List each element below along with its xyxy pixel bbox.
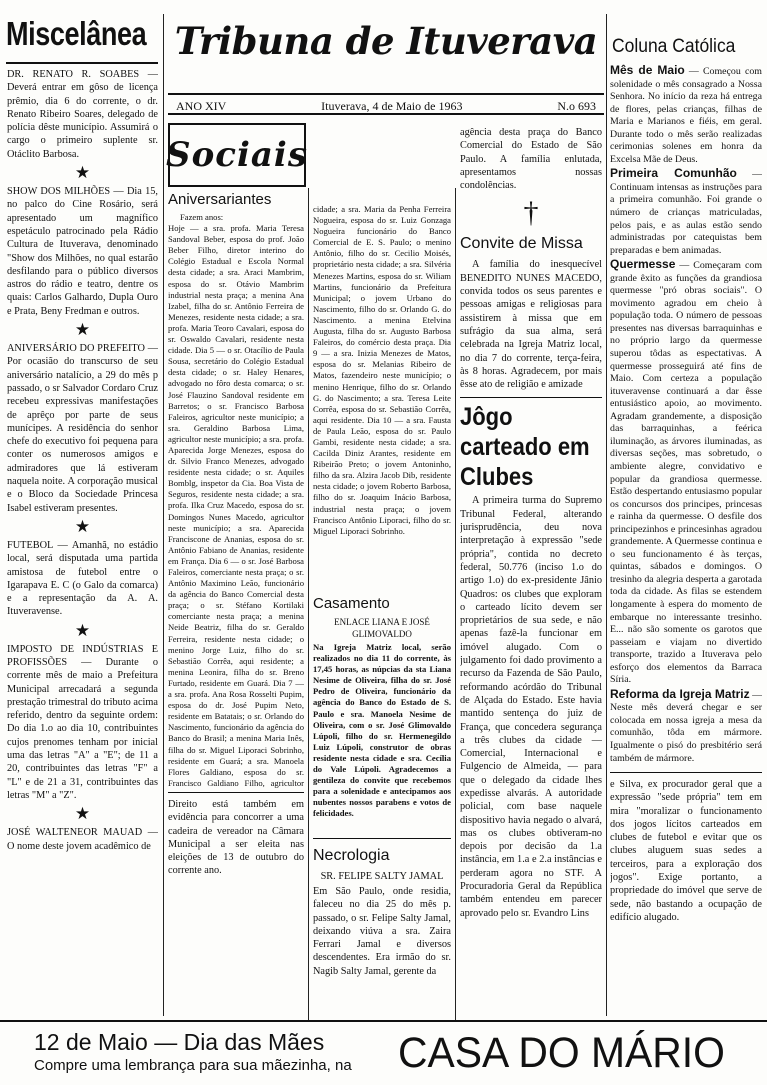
banner-headline: 12 de Maio — Dia das Mães (34, 1029, 325, 1055)
aniversariantes-intro: Fazem anos: (180, 212, 224, 222)
issue-date: Ituverava, 4 de Maio de 1963 (321, 99, 463, 113)
aniversariantes-column (168, 188, 304, 788)
convite-heading: Convite de Missa (460, 235, 583, 253)
newspaper-title: Tribuna de Ituverava (174, 19, 598, 63)
aniversariantes-text: Hoje — a sra. profa. Maria Teresa Sandoval Beber, esposa do prof. João Beber Filho, diretor interino do Colégio Estadual e Escola Normal desta cidade; a sra. Araci Mambrim, esposa do sr. Otávio Mambrim industrial nesta praça; a menina Ana Izabel, filha do sr. Antônio Ferreira de Menezes, residente nesta cidade; a sra. profa. Maria Teoro Cavalari, esposa do sr. Oswaldo Cavalari, residente nesta cidade. Dia 5 — o sr. Otacílio de Paula Sousa, secretário do Colégio Estadual desta cidade; o sr. Haley Henares, advogado no fôro desta comarca; o sr. José Flauzino Sandoval residente em Barretos; o sr. Francisco Barbosa Faleiros, agricultor neste município; a sra. Geraldino Barbosa Lima, agricultor neste município; a sra. profa. Aparecida Jorge Menezes, esposa do dr. Silvio Franco Menezes, advogado residente nesta cidade; o sr. Aquiles Bomblg, inspetor da Cia. Boa Vista de Seguros, residente nesta cidade; a sra. profa. Ilka Cruz Macedo, esposa do sr. Domingos Nunes Macedo, agricultor neste município; a sra. Aparecida Franciscone de Ananias, esposa do sr. Antônio Fabiano de Ananias, residente em França. Dia 6 — o sr. José Barbosa Faleiros, comerciante nesta praça; o sr. Antônio Maximino Leão, funcionário da agência do Banco Comercial desta praça; o sr. Stéfano Kortilaki comerciante nesta praça; a menina Neide Beatriz, filha do sr. Geraldo Ferreira, residente nesta cidade; o menino Jorge Luiz, filho do sr. Sebastião Corrêa, aqui residente; a menina Leonira, filha do sr. Breno Furtado, residente em Guará. Dia 7 — a sra. profa. Ana Rosa Rosselti Pupim, esposa do dr. José Pupim Neto, residente em Batatais; o sr. Orlando do Nascimento, funcionário da agência do Banco do Brasil; a menina Maria Inês, filha do sr. Miguel Liporaci Sobrinho, residente em Guará; a sra. Manoela Flores Galdiano, esposa do sr. Francisco Galdiano Filho, agricultor (168, 223, 304, 788)
direito-column (168, 798, 304, 1020)
jogo-heading: Jôgo carteado em Clubes (460, 403, 590, 492)
casamento-text: Na Igreja Matriz local, serão realizados no dia 11 do corrente, às 17,45 horas, as núpcias da sta Liana Nesime de Oliveira, filha do sr. José Pedro de Oliveira, funcionário da agência do Banco do Estado de S. Paulo e sra. Manoela Nesime de Oliveira, com o sr. José Glimovaldo Lúpoli, filho do sr. Hermenegildo Luiz Lúpoli, construtor de obras residente nesta cidade e sra. Cecília do Vale Lúpoli. Agradecemos a gentileza do convite que recebemos para a solenidade e antecipamos aos nubentes nossos parabens e votos de felicidades. (313, 642, 451, 819)
section-rule (610, 772, 762, 773)
star-divider: ★ (74, 804, 91, 824)
section-rule (168, 792, 304, 793)
dateline (168, 93, 604, 115)
sociais-title-box (168, 123, 306, 187)
column-rule (606, 14, 607, 1016)
sociais-title: Sociais (166, 135, 308, 175)
middle-right-column (460, 126, 602, 1022)
misc-item: SHOW DOS MILHÕES — Dia 15, no palco do Cine Rosário, será apresentado um magnífico espetáculo patrocinado pela Rádio Cultura de Ituverava, denominado "Show dos Milhões, no qual estarão desfilando para o público diversos astros do rádio e teatro, dentre os quais: Carlos Galhardo, Dupla Ouro e Prata, Beny Fredman e outros. (7, 186, 158, 317)
coluna-item (610, 688, 762, 764)
star-divider: ★ (74, 163, 91, 183)
coluna-item-text: — Neste mês deverá chegar e ser colocada em nossa igreja a mesa da comunhão, tôda em mármore. Igualmente o pisó do presbitério será também de mármore. (610, 689, 762, 764)
star-divider: ★ (74, 516, 91, 536)
column-rule (308, 188, 309, 1022)
jogo-text: A primeira turma do Supremo Tribunal Federal, alterando jurisprudência, deu nova interpretação à expressão "sede própria", contida no decreto federal, 50.776 (inciso 1.o do artigo 1.o) do ex-presidente Jânio Quadros: os clubes que exploram o carteado lícito devem ser proprietários de sua sede, e não apenas fazê-la funcionar em imóvel alugado. Com o julgamento foi dado provimento a recurso da Fazenda de São Paulo, reformando acórdão do Tribunal de Alçada do Estado. Este havia mantido sentença do juiz de França, que concedera segurança a três clubes da cidade — Comercial, Internacional e Fulgencio de Almeida, — para que o delegado da cidade lhes expedisse alvarás. A autoridade policial, com base naquele dispositivo havia negado o alvará, mas os clubes obtiveram-no depois por decisão da 1.a instância, em 1.a e 2.a instâncias e perderam agora no STF. A Procuradoria Geral da República também entendeu em parecer aprovado pelo sr. Evandro Lins (460, 495, 602, 919)
miscelanea-heading: Miscelânea (6, 15, 147, 52)
misc-item: DR. RENATO R. SOABES — Deverá entrar em gôso de licença prêmio, dia 6 do corrente, o dr. Renato Ribeiro Soares, delegado de polícia dêste município. Assumirá o cargo o primeiro suplente sr. Otáclito Barbosa. (7, 69, 158, 160)
column-rule (455, 188, 456, 1022)
misc-item: ANIVERSÁRIO DO PREFEITO — Por ocasião do transcurso de seu aniversário natalício, a 29 do mês p passado, o sr Salvador Cordaro Cruz recebeu expressivas manifestações de aprêço por parte de seus munícipes. A residência do senhor chefe do executivo foi pequena para conter os numerosos amigos e admiradores que lá estiveram naquela noite. A corporação musical e o Bloco da Sociedade Princesa Isabel estiveram presentes. (7, 343, 158, 514)
direito-text: Direito está também em evidência para concorrer a uma cadeira de vereador na Câmara Municipal a ser eleita nas eleições de 13 de outubro do corrente ano. (168, 799, 304, 877)
coluna-item-text: — Começaram com grande êxito as funções da grandiosa quermesse "pró obras sociais". O movimento agradou em cheio à população toda. O número de pessoas presentes nas diversas barraquinhas e no próprio largo da quermesse superou tôdas as espectativas. A quermesse prosseguirá até fins de Maio. Com certeza a população ituveravense continuará a dar êsse entusiástico apoio, ao movimento. Agradam grandemente, a disposição das barraquinhas, a feérica iluminação, as árvores iluminadas, as diversas seções, mas sobretudo, o ambiente alegre, convidativo e popular da grandiosa quermesse. Estão despertando entusiasmo popular os concursos dos principes, princesas e rainha da quermesse. O desfile dos principezinhos e princesinhas agradou grandemente. A Quermesse continua e o seu funcionamento é às terças, quintas, sábados e domingos. O tresinho da alegria desperta a garotada toda da cidade. As filas se estendem longamente à espera do momento de embarque no interessante tresinho. E... não são somente os garotos que passeiam e viajam no divertido transporte, trazido a Ituverava pelo esforço dos elementos da Barraca Síria. (610, 260, 762, 686)
column-rule (163, 14, 164, 1016)
necrologia-heading: Necrologia (313, 847, 390, 864)
sociais-continuation (313, 204, 451, 590)
banner-store-name: CASA DO MÁRIO (398, 1029, 725, 1077)
coluna-catolica-heading: Coluna Católica (612, 36, 736, 57)
issue-year: ANO XIV (176, 99, 227, 113)
aniversariantes-heading: Aniversariantes (168, 191, 272, 208)
necrologia-title: SR. FELIPE SALTY JAMAL (320, 871, 444, 882)
heading-underline (6, 62, 158, 64)
coluna-item (610, 167, 762, 257)
miscelanea-column (7, 68, 158, 1018)
aniversariantes-continued: cidade; a sra. Maria da Penha Ferreira Nogueira, esposa do sr. Luiz Gonzaga Nogueira funcionário do Banco Comercial de E. S. Paulo; o menino Antônio, filho do sr. Cecilio Moisés, proprietário nesta cidade; a sra. Silvéria Menezes Martins, esposa do sr. Wiliam Martins, funcionário da Prefeitura Municipal; o jovem Urbano do Nascimento, filho do sr. Orlando G. do Nascimento. a menina Etelvina Augusta, filha do sr. Augusto Barbosa Faleiros, do comércio desta praça. Dia 9 — a sra. Inizia Menezes de Matos, esposa do sr. Melanias Ribeiro de Matos, fazendeiro neste município; o menino Henrique, filho do sr. Orlando G. do Nascimento; a sra. Teresa Leite Corrêa, esposa do sr. Sebastião Corrêa, aqui residente. Dia 10 — a sra. Fausta de Paula Leão, esposa do sr. Paulo Gambi, residente nesta cidade; a sra. Cacilda Diniz Arantes, residente em Ribeirão Preto; o jovem Antoninho, filho da sra. Alzira Jacob Dib, residente nesta cidade; o jovem Roberto Barbosa, filho do sr. Joaquim Inácio Barbosa, industrial nesta praça; o jovem Francisco Antônio Liporaci, filho do sr. Miguel Liporaci Sobrinho. (313, 204, 451, 536)
casamento-heading: Casamento (313, 595, 390, 612)
necrologia-section (313, 842, 451, 1020)
section-rule (460, 397, 602, 398)
misc-item: JOSÉ WALTENEOR MAUAD — O nome deste jovem acadêmico de (7, 827, 158, 852)
cross-icon: † (523, 196, 539, 230)
coluna-catolica-column (610, 64, 762, 764)
coluna-item-title: Reforma da Igreja Matriz (610, 686, 750, 701)
coluna-item-title: Primeira Comunhão (610, 166, 737, 181)
coluna-item (610, 64, 762, 166)
coluna-item-text: — Continuam intensas as instruções para a primeira comunhão. Foi grande o número de crianças matriculadas, pelos pais, e as aulas estão sendo administradas por catequistas bem preparadas e bem animadas. (610, 169, 762, 256)
necrologia-text: Em São Paulo, onde residia, faleceu no dia 25 do mês p. passado, o sr. Felipe Salty Jamal, deixando viúva a sra. Zaira Ferrari Jamal e diversos descendentes. Era irmão do sr. Nagib Salty Jamal, gerente da (313, 886, 451, 977)
misc-item: IMPOSTO DE INDÚSTRIAS E PROFISSÕES — Durante o corrente mês de maio a Prefeitura Municipal arrecadará a segunda prestação trimestral do tributo acima referido, dentro da seguinte ordem: Do dia 1.o ao dia 10, contribuintes cujos prenomes tenham por inicial uma das letras "A" a "E"; de 11 a 20, contribuintes das letras "F" a "L" e de 21 a 31, contribuintes das letras "M" a "Z". (7, 643, 158, 801)
issue-number: N.o 693 (557, 99, 596, 113)
banner-subline: Compre uma lembrança para sua mãezinha, na (34, 1057, 352, 1074)
jogo-continuation (610, 778, 762, 1018)
coluna-item (610, 258, 762, 687)
casamento-section (313, 592, 451, 837)
coluna-item-text: — Começou com solenidade o mês consagrado a Nossa Senhora. No início da reza há entrega de flores, pelas crianças, filhas de Maria e Marianos e fiéis, em geral. Durante todo o mês serão realizadas cerimonias solenes em honra da Excelsa Mãe de Deus. (610, 66, 762, 165)
jogo-continued-text: e Silva, ex procurador geral que a expressão "sede própria" tem em mira "moralizar o funcionamento dos jogos lícitos carteados em clubes de futebol e evitar que os clubes aluguem suas sedes a terceiros, para a exploração dos jogos". Exige portanto, a propriedade do imóvel que serve de sede, não bastando a ocupação de edifício alugado. (610, 779, 762, 923)
agencia-text: agência desta praça do Banco Comercial do Estado de São Paulo. A família enlutada, apresentamos nossas condolências. (460, 127, 602, 192)
coluna-item-title: Quermesse (610, 257, 676, 272)
misc-item: FUTEBOL — Amanhã, no estádio local, será disputada uma partida amistosa de futebol entre o Igarapava E. C (o Galo da comarca) e a representação da A. A. Ituveravense. (7, 539, 158, 618)
star-divider: ★ (74, 320, 91, 340)
star-divider: ★ (74, 620, 91, 640)
convite-text: A família do inesquecível BENEDITO NUNES MACEDO, convida todos os seus parentes e pessoas amigas e religiosas para assistirem à missa que em sufrágio da sua alma, será celebrada na Igreja Matriz local, no dia 7 do corrente, terça-feira, às 8 horas. Agradecem, por mais êsse ato de religião e amizade (460, 259, 602, 391)
section-rule (313, 838, 451, 839)
coluna-item-title: Mês de Maio (610, 64, 685, 77)
casamento-title: ENLACE LIANA E JOSÉ GLIMOVALDO (334, 617, 430, 639)
